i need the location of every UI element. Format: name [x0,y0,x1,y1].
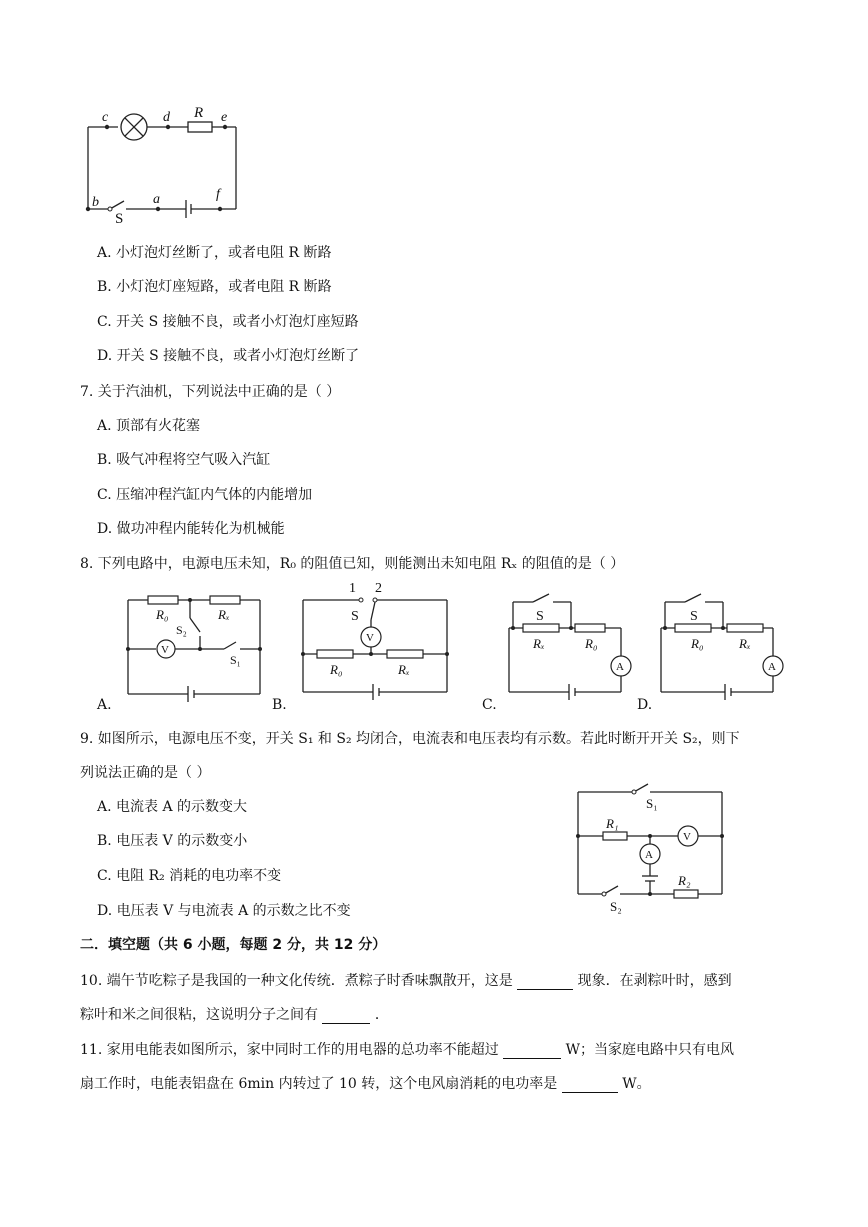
q6-label-d: d [163,110,170,125]
q8d-label-a: A [768,661,776,673]
q7-option-a: A. 顶部有火花塞 [97,418,201,434]
q7-option-c: C. 压缩冲程汽缸内气体的内能增加 [97,487,313,503]
q6-option-d: D. 开关 S 接触不良，或者小灯泡灯丝断了 [97,348,360,364]
q6-option-a: A. 小灯泡灯丝断了，或者电阻 R 断路 [97,245,332,261]
q11-text-1a: 11. 家用电能表如图所示，家中同时工作的用电器的总功率不能超过 [80,1042,499,1058]
q10-text-1b: 现象．在剥粽叶时，感到 [577,973,732,989]
q11-text-2b: W。 [622,1076,651,1092]
q8b-label-s: S [351,609,359,624]
q6-label-a: a [153,192,160,207]
q9-label-r2: R₂ [678,873,691,888]
q8b-label-2: 2 [375,581,382,596]
q8c-label-s: S [536,609,544,624]
q6-label-c: c [102,110,109,125]
q8d-label-r0: R₀ [691,636,704,651]
q9-label-r1: R₁ [606,816,619,831]
q9-label-v: V [683,831,691,843]
q8b-label-1: 1 [349,581,356,596]
q10-line2 [80,1004,389,1024]
q8a-label-v: V [161,644,169,656]
q8b-label-r0: R₀ [330,662,343,677]
q8-circuit-d [655,590,795,700]
q9-label-s1: S₁ [646,796,658,811]
q9-label-s2: S₂ [610,899,622,914]
q10-blank-1[interactable] [517,975,573,990]
q8d-label-s: S [690,609,698,624]
q8-circuit-a [120,592,270,702]
q9-option-d: D. 电压表 V 与电流表 A 的示数之比不变 [97,903,351,919]
q9-option-a: A. 电流表 A 的示数变大 [97,799,248,815]
q6-label-e: e [221,110,228,125]
q7-stem: 7. 关于汽油机，下列说法中正确的是（ ） [80,384,341,400]
q9-stem-line1: 9. 如图所示，电源电压不变，开关 S₁ 和 S₂ 均闭合，电流表和电压表均有示数。若此时断开开关 S₂，则下 [80,731,740,747]
q8-choice-c: C. [482,697,497,713]
q8c-label-r0: R₀ [585,636,598,651]
q8c-label-a: A [616,661,624,673]
q9-circuit-diagram [570,778,735,913]
q8-circuit-c [503,590,643,700]
q7-option-d: D. 做功冲程内能转化为机械能 [97,521,285,537]
q6-label-b: b [92,195,99,210]
q10-text-2a: 粽叶和米之间很粘，这说明分子之间有 [80,1007,318,1023]
q8a-label-s2: S₂ [176,623,187,637]
q9-stem-line2: 列说法正确的是（ ） [80,765,211,781]
q9-label-a: A [645,849,653,861]
q11-text-2a: 扇工作时，电能表铝盘在 6min 内转过了 10 转，这个电风扇消耗的电功率是 [80,1076,558,1092]
q8a-label-r0: R₀ [156,607,169,622]
q8d-label-rx: Rₓ [739,636,751,651]
q8-circuit-b [295,578,455,703]
q7-option-b: B. 吸气冲程将空气吸入汽缸 [97,452,271,468]
q9-option-c: C. 电阻 R₂ 消耗的电功率不变 [97,868,282,884]
q6-option-b: B. 小灯泡灯座短路，或者电阻 R 断路 [97,279,332,295]
q11-line1 [80,1039,734,1059]
q8b-label-rx: Rₓ [398,662,410,677]
q11-blank-1[interactable] [503,1044,561,1059]
q6-circuit-diagram [80,105,250,225]
q8-choice-a: A. [97,697,112,713]
q8b-label-v: V [366,632,374,644]
q11-blank-2[interactable] [562,1078,618,1093]
q11-line2 [80,1073,651,1093]
q6-label-f: f [216,187,220,202]
q8a-label-s1: S₁ [230,653,241,667]
section-2-title: 二．填空题（共 6 小题，每题 2 分，共 12 分） [80,937,387,953]
q6-label-R: R [194,105,204,121]
q10-text-1a: 10. 端午节吃粽子是我国的一种文化传统．煮粽子时香味飘散开，这是 [80,973,513,989]
q8-choice-d: D. [637,697,653,713]
q8a-label-rx: Rₓ [218,607,230,622]
q11-text-1b: W；当家庭电路中只有电风 [565,1042,735,1058]
q6-label-S: S [115,211,124,227]
q10-line1 [80,970,732,990]
q8-stem: 8. 下列电路中，电源电压未知，R₀ 的阻值已知，则能测出未知电阻 Rₓ 的阻值的是（ ） [80,556,625,572]
q8c-label-rx: Rₓ [533,636,545,651]
q8-choice-b: B. [272,697,287,713]
q9-option-b: B. 电压表 V 的示数变小 [97,833,248,849]
q10-text-2b: ． [374,1007,389,1023]
q10-blank-2[interactable] [322,1009,370,1024]
q6-option-c: C. 开关 S 接触不良，或者小灯泡灯座短路 [97,314,359,330]
